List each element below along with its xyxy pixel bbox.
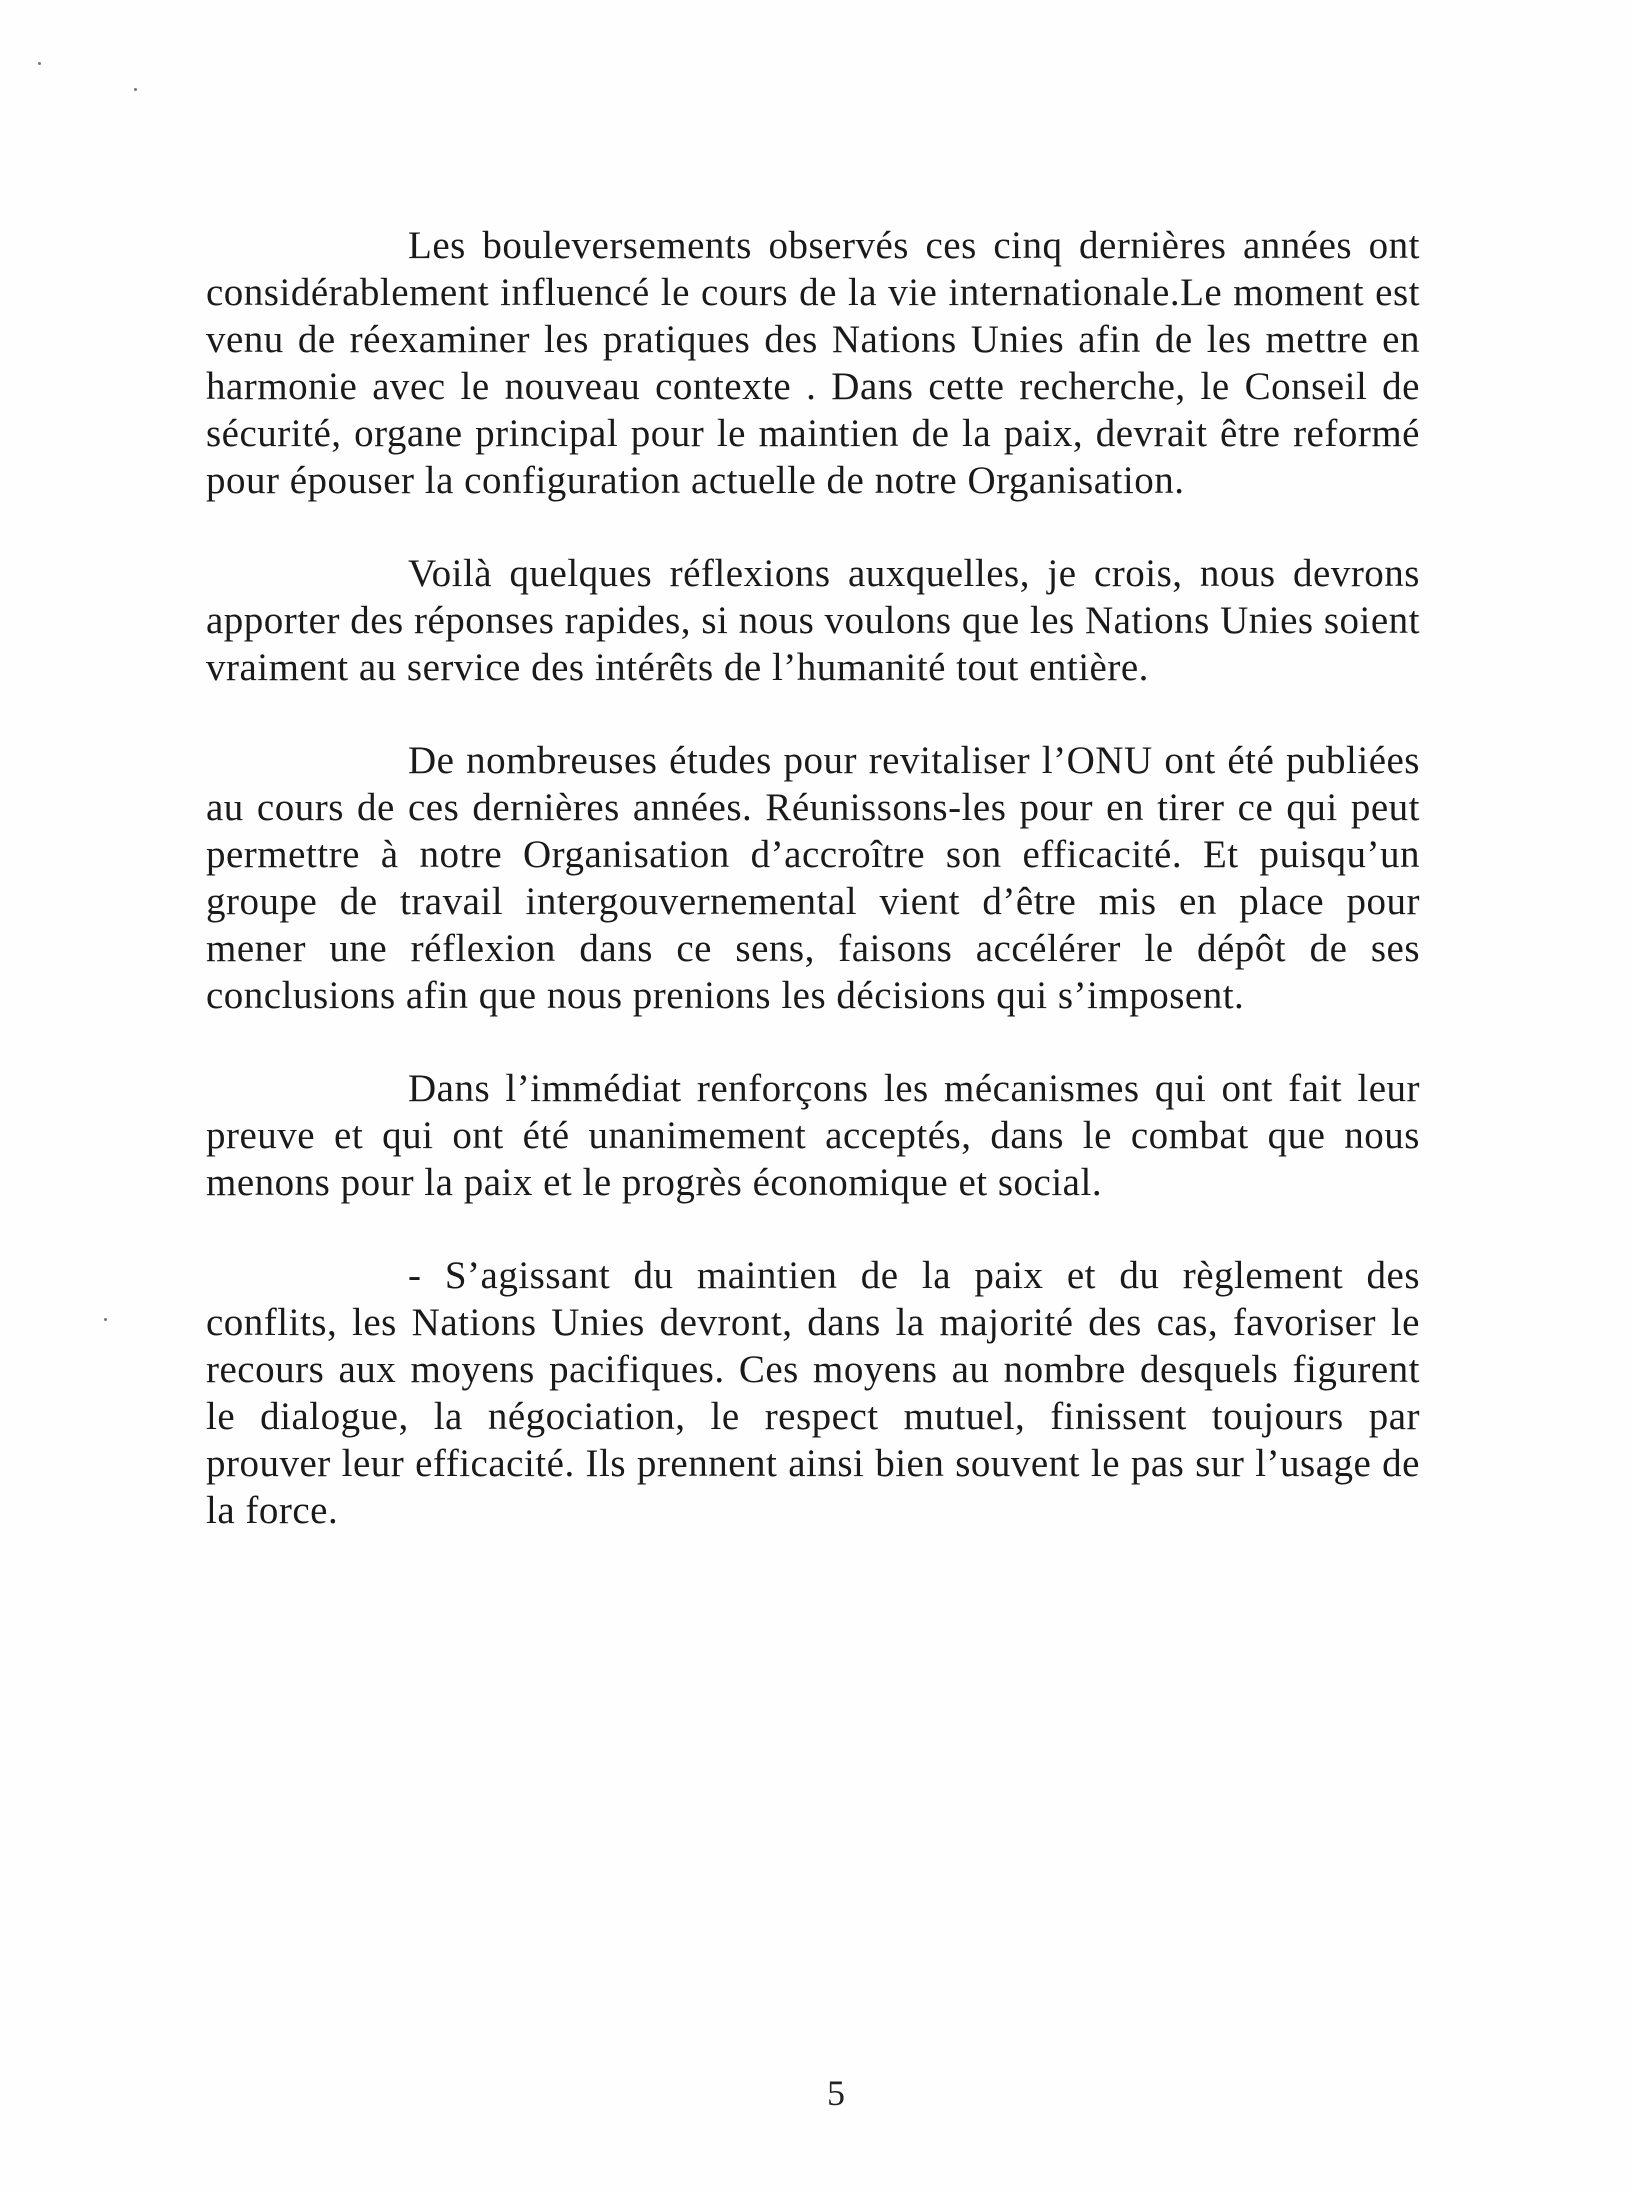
paragraph-5: - S’agissant du maintien de la paix et du règlement des conflits, les Nations Unies devront, dans la majorité des cas, favoriser le recours aux moyens pacifiques. Ces moyens au nombre desquels figurent le dialogue, la négociation, le respect mutuel, finissent toujours par prouver leur efficacité. Ils prennent ainsi bien souvent le pas sur l’usage de la force. [206, 1254, 1420, 1532]
scan-speck [38, 62, 41, 65]
paragraph-4: Dans l’immédiat renforçons les mécanismes qui ont fait leur preuve et qui ont été unanimement acceptés, dans le combat que nous menons pour la paix et le progrès économique et social. [206, 1067, 1420, 1204]
paragraph-1: Les bouleversements observés ces cinq dernières années ont considérablement influencé le cours de la vie internationale.Le moment est venu de réexaminer les pratiques des Nations Unies afin de les mettre en harmonie avec le nouveau contexte . Dans cette recherche, le Conseil de sécurité, organe principal pour le maintien de la paix, devrait être reformé pour épouser la configuration actuelle de notre Organisation. [206, 224, 1420, 502]
scan-speck [104, 1318, 107, 1321]
body-text [206, 222, 1420, 1580]
paragraph-3: De nombreuses études pour revitaliser l’ONU ont été publiées au cours de ces dernières années. Réunissons-les pour en tirer ce qui peut permettre à notre Organisation d’accroître son efficacité. Et puisqu’un groupe de travail intergouvernemental vient d’être mis en place pour mener une réflexion dans ce sens, faisons accélérer le dépôt de ses conclusions afin que nous prenions les décisions qui s’imposent. [206, 739, 1420, 1017]
scan-speck [134, 88, 137, 91]
paragraph-2: Voilà quelques réflexions auxquelles, je crois, nous devrons apporter des réponses rapides, si nous voulons que les Nations Unies soient vraiment au service des intérêts de l’humanité tout entière. [206, 552, 1420, 689]
page-number: 5 [827, 2073, 845, 2113]
